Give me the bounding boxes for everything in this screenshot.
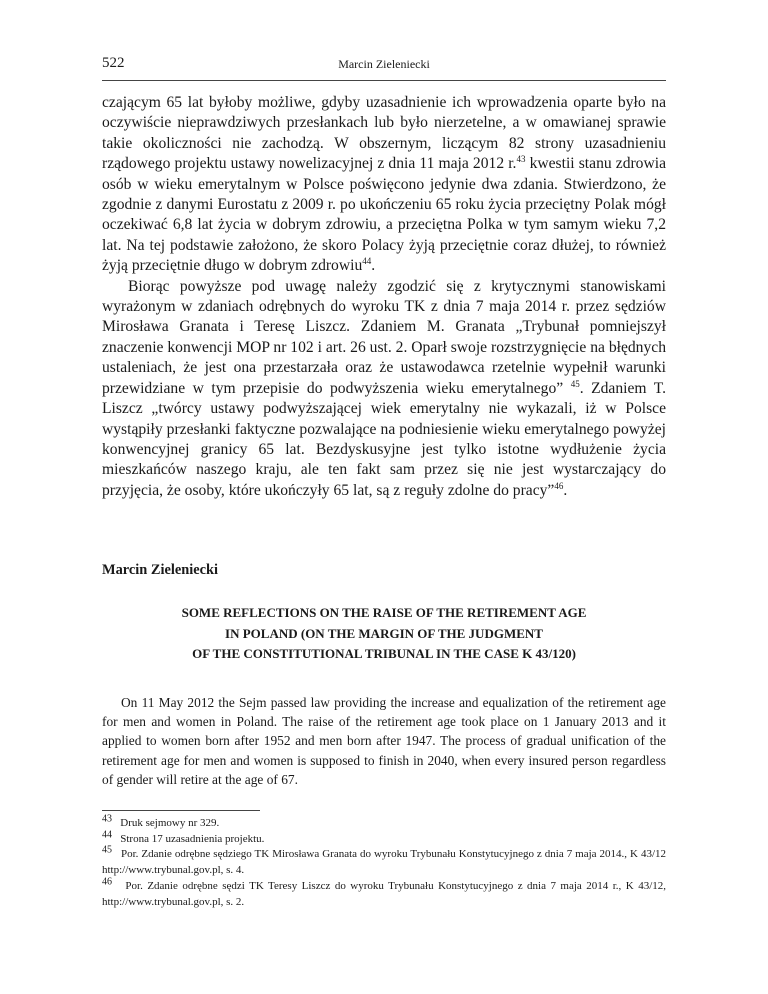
paragraph-2: Biorąc powyższe pod uwagę należy zgodzić się z krytycznymi stanowiskami wyrażonym w zdaniach odrębnych do wyroku TK z dnia 7 maja 2014 r. przez sędziów Mirosława Granata i Teresę Liszcz. Zdaniem M. Granata „Trybunał pomniejszył znaczenie konwencji MOP nr 102 i art. 26 ust. 2. Oparł swoje rozstrzygnięcie na błędnych ustaleniach, że jest ona przestarzała oraz że ustawodawca rzetelnie wypełnił warunki przewidziane w tym przepisie do podwyższenia wieku emerytalnego” $^{45}$. Zdaniem T. Liszcz „twórcy ustawy podwyższającej wiek emerytalny nie wykazali, iż w Polsce wystąpiły przesłanki faktyczne pozwalające na podniesienie wieku emerytalnego powyżej konwencyjnej granicy 65 lat. Bezdyskusyjne jest tylko istotne wydłużenie życia mieszkańców naszego kraju, ale ten fakt sam przez się nie jest wystarczający do przyjęcia, że osoby, które ukończyły 65 lat, są z reguły zdolne do pracy”$^{46}$. (102, 277, 666, 499)
footnote-number: 44 (102, 829, 112, 841)
footnote-number: 45 (102, 844, 112, 856)
footnote-text: Por. Zdanie odrębne sędziego TK Mirosława Granata do wyroku Trybunału Konstytucyjnego z dnia 7 maja 2014., K 43/12 http://www.trybunal.gov.pl, s. 4. (102, 848, 667, 877)
footnote-ref-46[interactable]: 46 (554, 480, 564, 491)
running-head: Marcin Zieleniecki (338, 57, 430, 71)
footnote-number: 43 (102, 813, 112, 825)
summary-title-line: SOME REFLECTIONS ON THE RAISE OF THE RETIREMENT AGE (181, 605, 587, 620)
header-rule (102, 80, 666, 81)
summary-title (102, 603, 666, 665)
footnote-ref-44[interactable]: 44 (362, 256, 372, 267)
footnote-rule (102, 810, 260, 811)
footnote-number: 46 (102, 876, 112, 888)
footnote (102, 876, 666, 910)
footnote (102, 844, 667, 878)
summary-title-line: IN POLAND (ON THE MARGIN OF THE JUDGMENT (225, 625, 543, 641)
footnotes (102, 813, 667, 910)
summary-paragraph: On 11 May 2012 the Sejm passed law providing the increase and equalization of the retirement age for men and women in Poland. The raise of the retirement age took place on 1 January 2013 and it applied to women born after 1952 and men born after 1947. The process of gradual unification of the retirement age for men and women is supposed to finish in 2040, when every insured person regardless of gender will retire at the age of 67. (102, 695, 666, 787)
summary-body (102, 693, 666, 789)
footnote-ref-45[interactable]: 45 (570, 378, 580, 389)
page-number: 522 (102, 55, 125, 71)
footnote-ref-43[interactable]: 43 (516, 154, 526, 165)
footnote-text: Druk sejmowy nr 329. (120, 817, 220, 829)
main-text (102, 93, 666, 501)
footnote (102, 813, 666, 832)
summary-author: Marcin Zieleniecki (102, 562, 219, 578)
summary-title-line: OF THE CONSTITUTIONAL TRIBUNAL IN THE CASE K 43/120) (192, 646, 576, 661)
footnote-text: Por. Zdanie odrębne sędzi TK Teresy Liszcz do wyroku Trybunału Konstytucyjnego z dnia 7 maja 2014 r., K 43/12, http://www.trybunal.gov.pl, s. 2. (102, 879, 666, 908)
footnote (102, 829, 666, 848)
footnote-text: Strona 17 uzasadnienia projektu. (120, 832, 265, 845)
paragraph-1: czającym 65 lat byłoby możliwe, gdyby uzasadnienie ich wprowadzenia oparte było na oczywiście nieprawdziwych przesłankach lub było nierzetelne, a w omawianej sprawie takie okoliczności nie zachodzą. W obszernym, liczącym 82 strony uzasadnieniu rządowego projektu ustawy nowelizacyjnej z dnia 11 maja 2012 r.$^{43}$ kwestii stanu zdrowia osób w wieku emerytalnym w Polsce poświęcono jedynie dwa zdania. Stwierdzono, że zgodnie z danymi Eurostatu z 2009 r. po ukończeniu 65 roku życia przeciętny Polak mógł oczekiwać 6,8 lat życia w dobrym zdrowiu, a przeciętna Polka w tym samym wieku 7,2 lat. Na tej podstawie założono, że skoro Polacy żyją przeciętnie coraz dłużej, to również żyją przeciętnie długo w dobrym zdrowiu$^{44}$. (102, 94, 666, 275)
